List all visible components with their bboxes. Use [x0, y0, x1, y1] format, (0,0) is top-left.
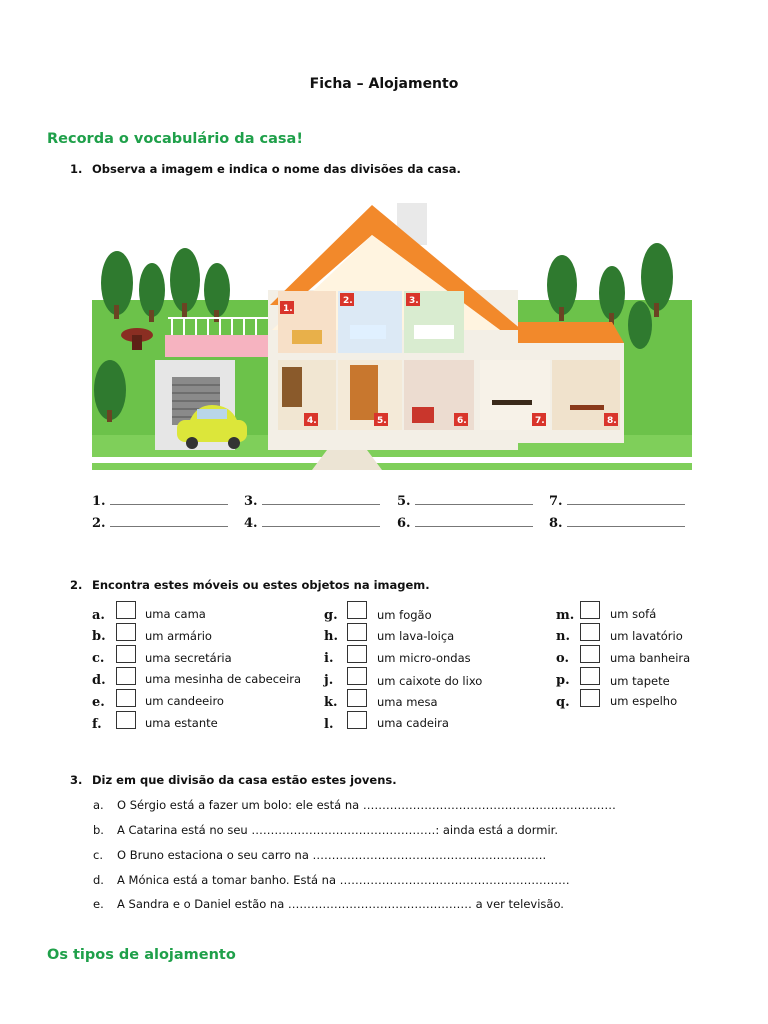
item-letter: q.: [556, 695, 570, 710]
question-text: Observa a imagem e indica o nome das divisões da casa.: [92, 162, 461, 176]
item-letter: e.: [92, 695, 105, 710]
item-label: uma mesinha de cabeceira: [145, 672, 302, 686]
item-letter: i.: [324, 651, 334, 666]
item-checkbox[interactable]: [116, 667, 136, 685]
item-label: uma cama: [145, 607, 206, 621]
item-checkbox[interactable]: [347, 601, 367, 619]
sentence-b: b. A Catarina está no seu …………………………………………: ainda está a dormir.: [93, 823, 558, 837]
item-checkbox[interactable]: [116, 623, 136, 641]
item-letter: p.: [556, 673, 570, 688]
sentence-a: a. O Sérgio está a fazer um bolo: ele está na …………………………………………………………: [93, 798, 616, 812]
question-number: 3.: [70, 773, 83, 787]
fence: [92, 457, 692, 463]
blank-1: 1.: [92, 490, 228, 509]
house-illustration: [92, 195, 692, 475]
question-number: 2.: [70, 578, 83, 592]
item-checkbox[interactable]: [347, 667, 367, 685]
item-letter: j.: [324, 673, 334, 688]
blank-8: 8.: [549, 512, 685, 531]
item-letter: k.: [324, 695, 338, 710]
section-heading-accommodation-types: Os tipos de alojamento: [47, 947, 236, 963]
item-checkbox[interactable]: [580, 601, 600, 619]
question-3: [70, 773, 397, 787]
item-checkbox[interactable]: [116, 645, 136, 663]
blank-6: 6.: [397, 512, 533, 531]
item-label: uma estante: [145, 716, 218, 730]
item-letter: a.: [92, 608, 105, 623]
sentence-c: c. O Bruno estaciona o seu carro na …………………………………………………….: [93, 848, 547, 862]
item-label: um lavatório: [610, 629, 683, 643]
item-label: um candeeiro: [145, 694, 224, 708]
question-1: [70, 162, 461, 176]
item-label: um espelho: [610, 694, 678, 708]
answer-line[interactable]: [262, 518, 380, 527]
item-label: um caixote do lixo: [377, 674, 483, 688]
question-number: 1.: [70, 162, 83, 176]
answer-line[interactable]: [415, 496, 533, 505]
item-label: um armário: [145, 629, 212, 643]
item-letter: l.: [324, 717, 334, 732]
item-label: uma cadeira: [377, 716, 449, 730]
item-checkbox[interactable]: [116, 711, 136, 729]
room-label-2: 2.: [343, 296, 353, 306]
item-letter: n.: [556, 629, 570, 644]
item-label: um tapete: [610, 674, 670, 688]
item-letter: d.: [92, 673, 106, 688]
item-label: um sofá: [610, 607, 657, 621]
item-label: uma secretária: [145, 651, 232, 665]
item-label: um micro-ondas: [377, 651, 471, 665]
question-text: Diz em que divisão da casa estão estes jovens.: [92, 773, 397, 787]
sentence-e: e. A Sandra e o Daniel estão na ………………………………………… a ver televisão.: [93, 897, 564, 911]
room-label-1: 1.: [283, 304, 293, 314]
blank-2: 2.: [92, 512, 228, 531]
item-letter: b.: [92, 629, 106, 644]
page-title: Ficha – Alojamento: [309, 76, 459, 92]
room-label-5: 5.: [377, 416, 387, 426]
item-checkbox[interactable]: [580, 623, 600, 641]
item-label: uma banheira: [610, 651, 691, 665]
item-label: uma mesa: [377, 695, 438, 709]
item-label: um fogão: [377, 608, 432, 622]
item-checkbox[interactable]: [580, 645, 600, 663]
answer-line[interactable]: [262, 496, 380, 505]
blank-3: 3.: [244, 490, 380, 509]
blank-4: 4.: [244, 512, 380, 531]
section-heading-vocabulary: Recorda o vocabulário da casa!: [47, 131, 303, 147]
item-letter: o.: [556, 651, 569, 666]
room-label-4: 4.: [307, 416, 317, 426]
room-label-8: 8.: [607, 416, 617, 426]
room-label-7: 7.: [535, 416, 545, 426]
balcony: [165, 335, 268, 357]
answer-line[interactable]: [415, 518, 533, 527]
item-checkbox[interactable]: [580, 689, 600, 707]
item-checkbox[interactable]: [116, 689, 136, 707]
answer-line[interactable]: [567, 496, 685, 505]
room-label-3: 3.: [409, 296, 419, 306]
item-checkbox[interactable]: [347, 689, 367, 707]
item-letter: h.: [324, 629, 338, 644]
answer-line[interactable]: [110, 496, 228, 505]
item-checkbox[interactable]: [347, 623, 367, 641]
item-label: um lava-loiça: [377, 629, 455, 643]
blank-5: 5.: [397, 490, 533, 509]
answer-line[interactable]: [567, 518, 685, 527]
item-checkbox[interactable]: [580, 667, 600, 685]
blank-7: 7.: [549, 490, 685, 509]
item-letter: c.: [92, 651, 105, 666]
sentence-d: d. A Mónica está a tomar banho. Está na ……………………………………………………: [93, 873, 570, 887]
item-letter: m.: [556, 608, 575, 623]
item-checkbox[interactable]: [116, 601, 136, 619]
question-2: [70, 578, 430, 592]
item-letter: g.: [324, 608, 338, 623]
item-checkbox[interactable]: [347, 645, 367, 663]
item-letter: f.: [92, 717, 102, 732]
room-label-6: 6.: [457, 416, 467, 426]
item-checkbox[interactable]: [347, 711, 367, 729]
question-text: Encontra estes móveis ou estes objetos na imagem.: [92, 578, 430, 592]
answer-line[interactable]: [110, 518, 228, 527]
